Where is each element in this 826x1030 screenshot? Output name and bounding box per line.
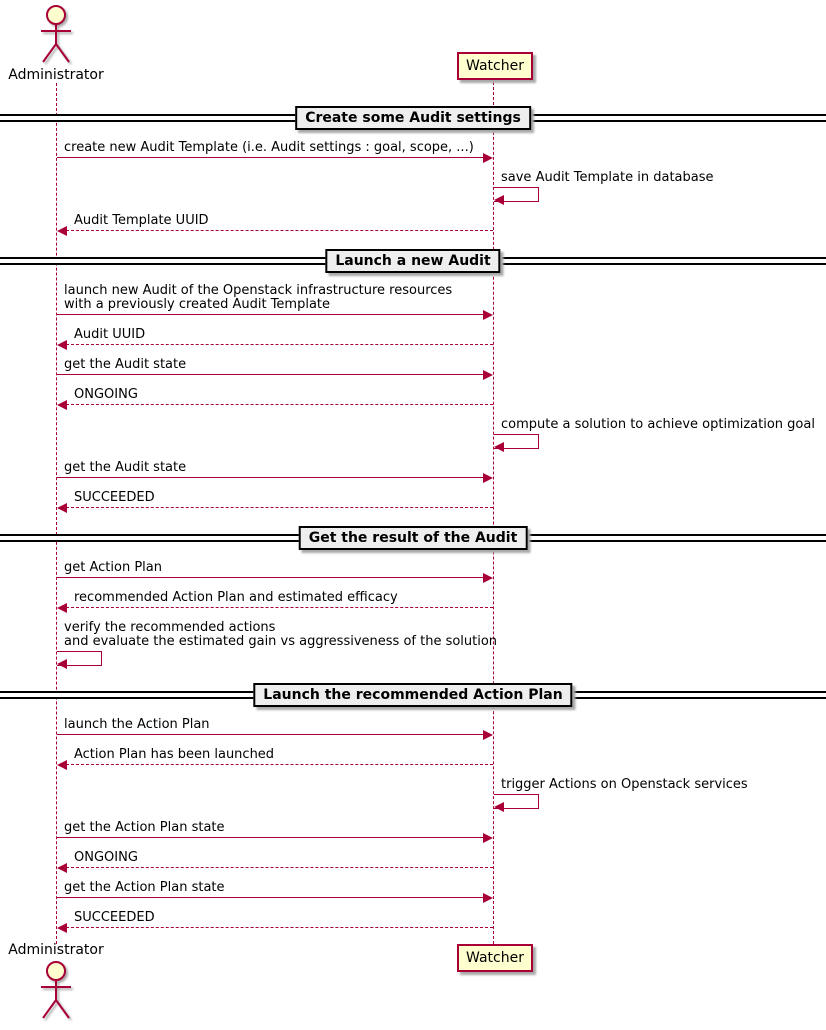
self-message-label (501, 418, 815, 432)
arrowhead (483, 573, 493, 583)
arrowhead (57, 340, 67, 350)
arrowhead (494, 195, 504, 205)
message-label (74, 491, 155, 505)
message-text-line: recommended Action Plan and estimated efficacy (74, 590, 398, 605)
arrowhead (57, 226, 67, 236)
message-arrow (57, 314, 483, 315)
message-text-line: and evaluate the estimated gain vs aggressiveness of the solution (64, 634, 498, 649)
arrowhead (57, 400, 67, 410)
arrowhead (483, 833, 493, 843)
message-text-line: Audit UUID (74, 327, 146, 342)
participant-label-administrator-bottom: Administrator (8, 942, 104, 958)
actor-icon (37, 960, 75, 1022)
message-text-line: Audit Template UUID (74, 213, 209, 228)
participant-label-watcher-bottom: Watcher (466, 950, 524, 966)
arrowhead (483, 310, 493, 320)
message-label (64, 461, 186, 475)
message-text-line: Action Plan has been launched (74, 747, 275, 762)
arrowhead (483, 730, 493, 740)
arrowhead (494, 802, 504, 812)
arrowhead (57, 760, 67, 770)
message-arrow (57, 897, 483, 898)
arrowhead (494, 442, 504, 452)
message-text-line: with a previously created Audit Template (64, 297, 331, 312)
message-label (74, 214, 209, 228)
message-text-line: get the Audit state (64, 460, 187, 475)
message-arrow (66, 230, 493, 231)
message-arrow (66, 927, 493, 928)
message-label (74, 748, 274, 762)
message-label (64, 141, 474, 155)
message-arrow (57, 374, 483, 375)
message-text-line: compute a solution to achieve optimization goal (501, 417, 815, 432)
message-arrow (66, 404, 493, 405)
message-text-line: get the Action Plan state (64, 880, 225, 895)
arrowhead (57, 603, 67, 613)
message-label (64, 881, 225, 895)
message-label (64, 718, 210, 732)
message-label (74, 328, 145, 342)
message-arrow (66, 764, 493, 765)
arrowhead (483, 153, 493, 163)
arrowhead (483, 893, 493, 903)
participant-watcher-bottom (457, 944, 533, 972)
message-text-line: SUCCEEDED (74, 490, 155, 505)
message-arrow (57, 157, 483, 158)
arrowhead (483, 473, 493, 483)
message-arrow (57, 734, 483, 735)
message-label (64, 358, 186, 372)
participant-watcher-top (457, 52, 533, 80)
message-text-line: ONGOING (74, 387, 138, 402)
message-text-line: verify the recommended actions (64, 620, 276, 635)
message-label (64, 821, 225, 835)
self-message-label (501, 171, 714, 185)
message-text-line: save Audit Template in database (501, 170, 714, 185)
participant-label-administrator-top: Administrator (8, 67, 104, 83)
message-label (64, 561, 162, 575)
participant-label-watcher-top: Watcher (466, 58, 524, 74)
arrowhead (57, 659, 67, 669)
message-text-line: ONGOING (74, 850, 138, 865)
message-text-line: create new Audit Template (i.e. Audit settings : goal, scope, ...) (64, 140, 474, 155)
message-text-line: launch new Audit of the Openstack infrastructure resources (64, 283, 453, 298)
message-label (64, 284, 452, 312)
message-arrow (66, 507, 493, 508)
message-arrow (57, 837, 483, 838)
message-label (74, 388, 138, 402)
message-arrow (66, 344, 493, 345)
arrowhead (57, 863, 67, 873)
message-arrow (57, 577, 483, 578)
message-arrow (66, 607, 493, 608)
section-divider: Launch the recommended Action Plan (253, 683, 572, 707)
section-divider: Create some Audit settings (295, 106, 531, 130)
actor-administrator-top (37, 4, 75, 70)
message-text-line: SUCCEEDED (74, 910, 155, 925)
message-text-line: trigger Actions on Openstack services (501, 777, 748, 792)
message-arrow (66, 867, 493, 868)
message-text-line: launch the Action Plan (64, 717, 210, 732)
section-divider: Get the result of the Audit (299, 526, 528, 550)
message-text-line: get Action Plan (64, 560, 162, 575)
administrator-lifeline (56, 83, 57, 944)
section-divider: Launch a new Audit (325, 249, 500, 273)
actor-icon (37, 4, 75, 66)
arrowhead (57, 503, 67, 513)
message-label (74, 911, 155, 925)
watcher-lifeline (493, 82, 494, 944)
self-message-label (501, 778, 748, 792)
arrowhead (483, 370, 493, 380)
message-label (74, 851, 138, 865)
message-text-line: get the Action Plan state (64, 820, 225, 835)
actor-administrator-bottom (37, 960, 75, 1026)
message-text-line: get the Audit state (64, 357, 187, 372)
message-label (74, 591, 398, 605)
arrowhead (57, 923, 67, 933)
message-arrow (57, 477, 483, 478)
self-message-label (64, 621, 497, 649)
